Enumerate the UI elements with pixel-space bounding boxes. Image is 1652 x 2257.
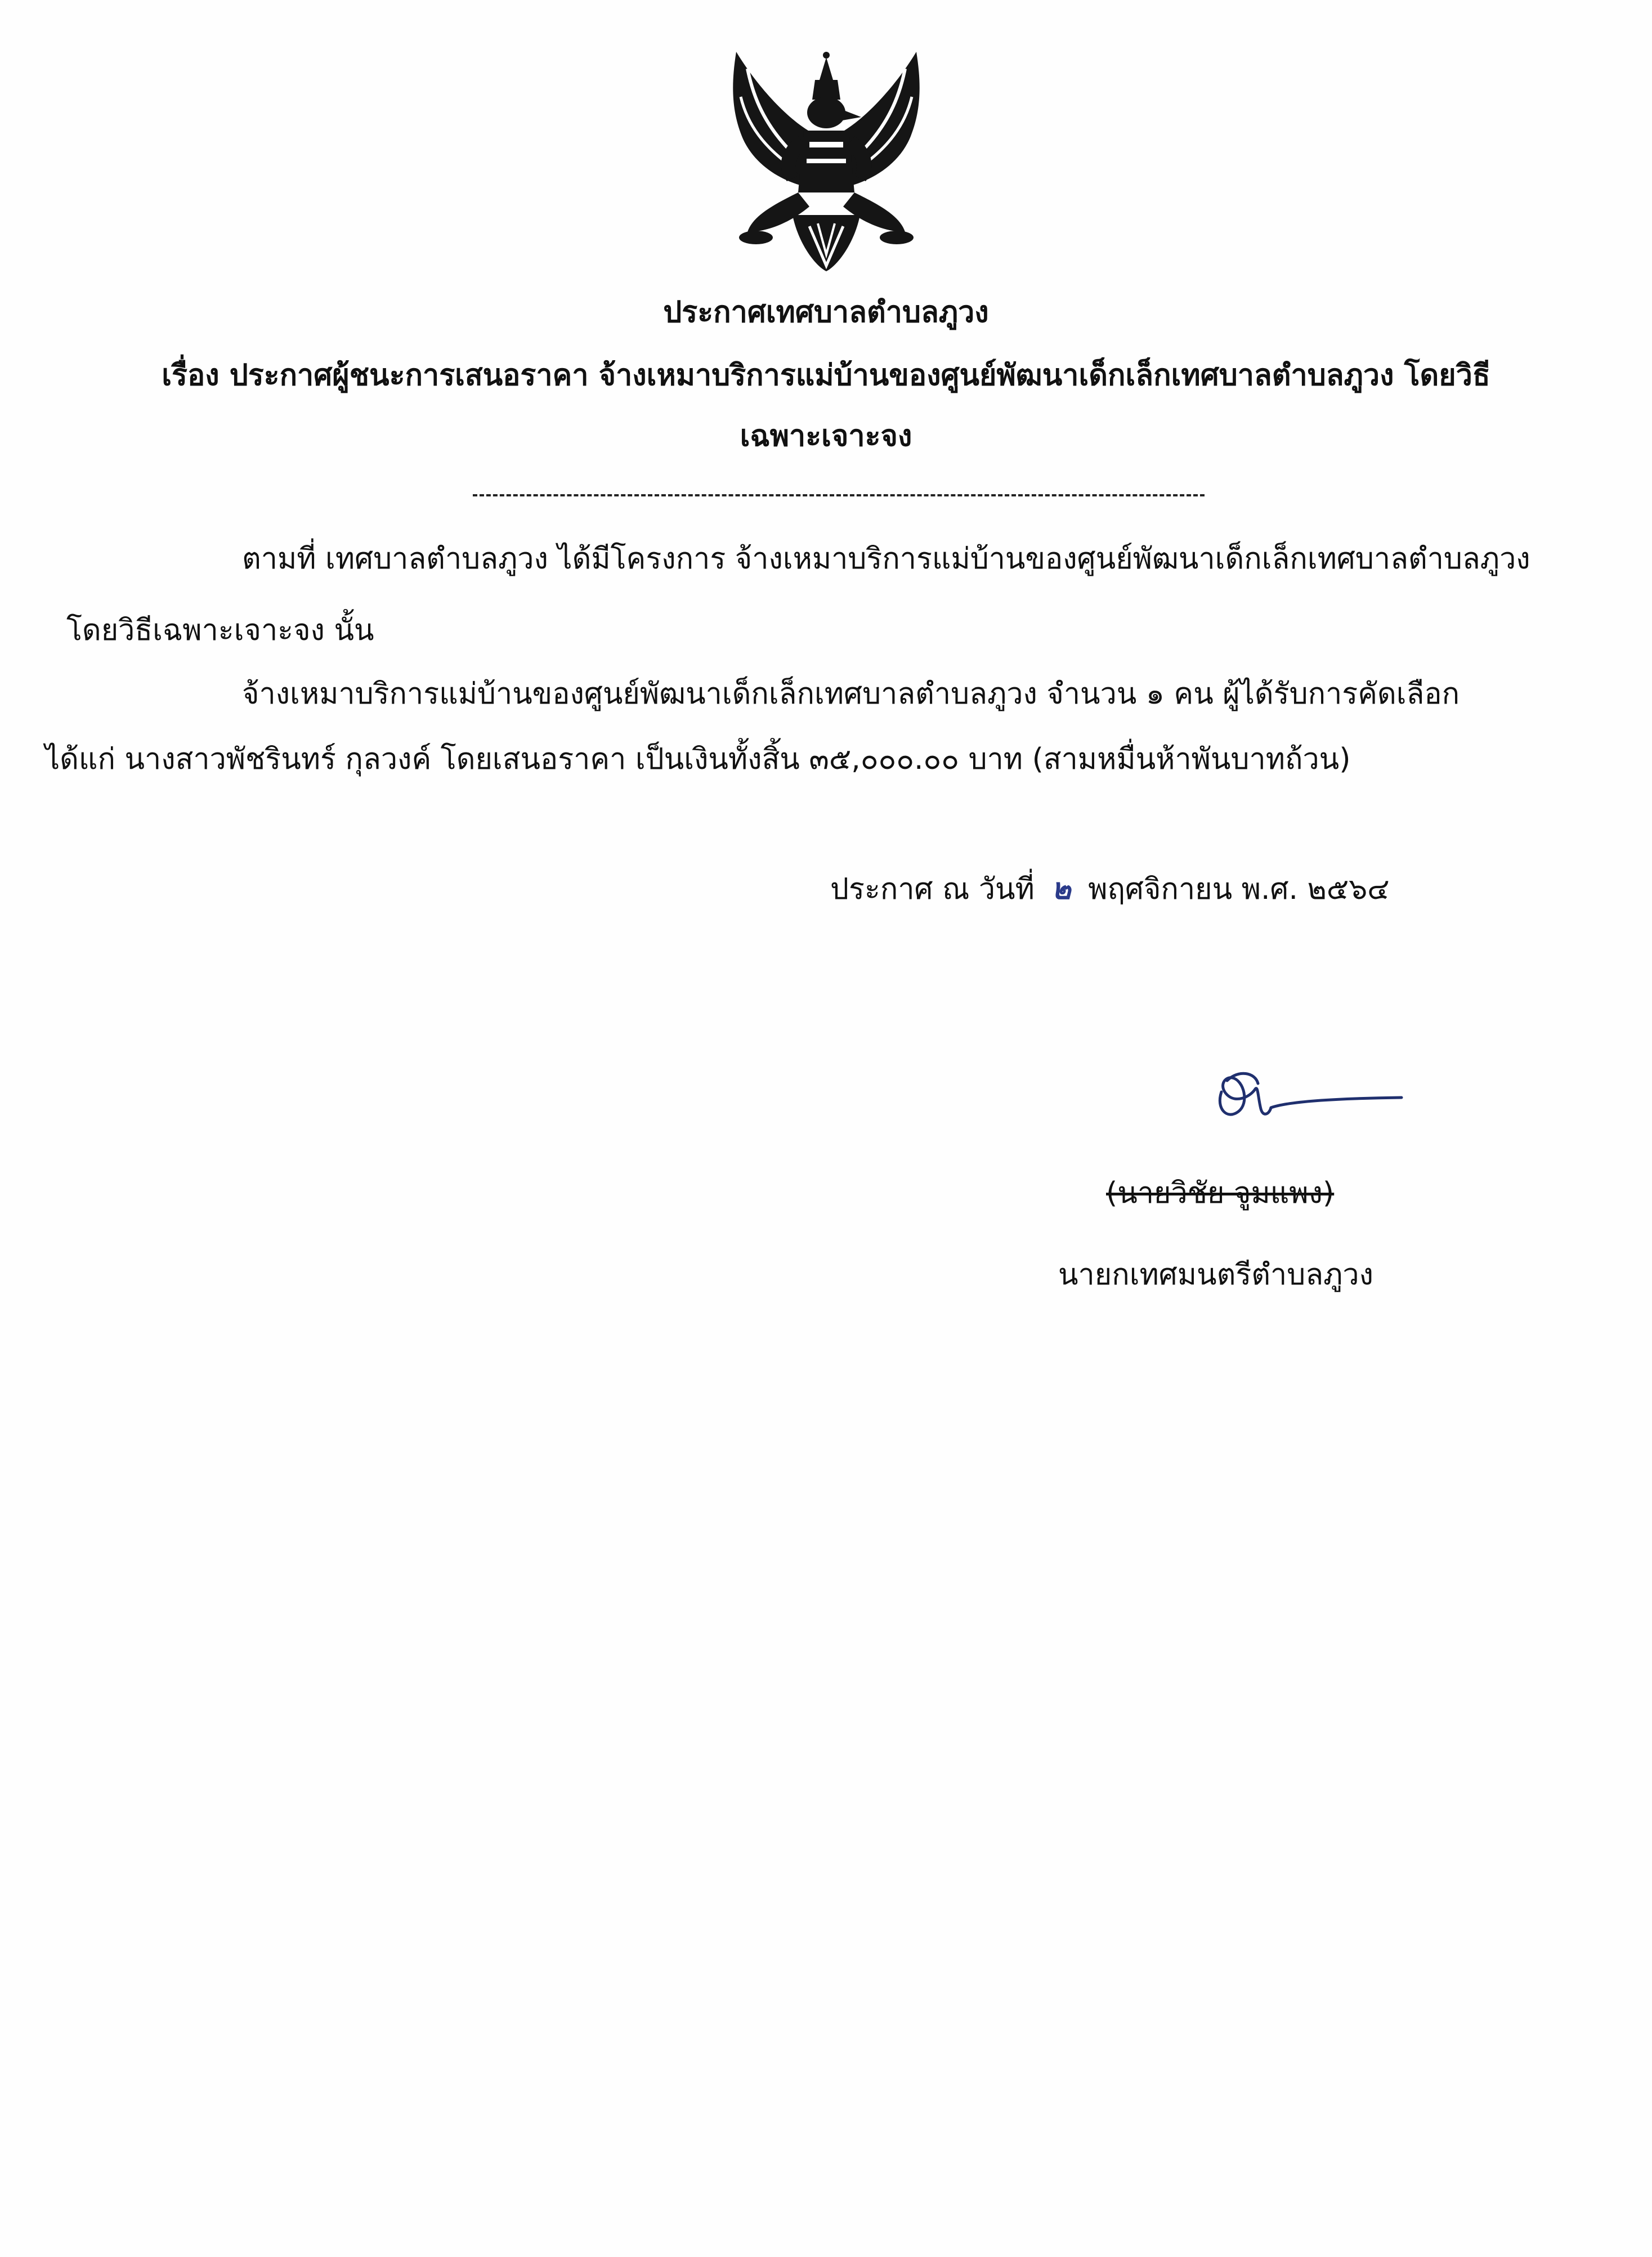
announcement-date: [830, 870, 1390, 909]
document-subject-line-1: เรื่อง ประกาศผู้ชนะการเสนอราคา จ้างเหมาบริการแม่บ้านของศูนย์พัฒนาเด็กเล็กเทศบาลตำบลภูวง โดยวิธี: [162, 359, 1490, 392]
garuda-emblem-icon: [714, 46, 939, 277]
signatory-name: [1106, 1174, 1334, 1213]
paragraph-2-line-1: จ้างเหมาบริการแม่บ้านของศูนย์พัฒนาเด็กเล็กเทศบาลตำบลภูวง จำนวน ๑ คน ผู้ได้รับการคัดเลือก: [242, 677, 1460, 711]
date-prefix: ประกาศ ณ วันที่: [830, 872, 1035, 906]
date-day-handwritten: ๒: [1051, 872, 1071, 906]
paragraph-1-line-2: โดยวิธีเฉพาะเจาะจง นั้น: [66, 613, 374, 647]
date-month-year: พฤศจิกายน พ.ศ. ๒๕๖๔: [1088, 872, 1390, 906]
paragraph-1-line-1: ตามที่ เทศบาลตำบลภูวง ได้มีโครงการ จ้างเหมาบริการแม่บ้านของศูนย์พัฒนาเด็กเล็กเทศบาลตำบลภูวง: [242, 542, 1530, 576]
dashed-divider: [473, 494, 1205, 496]
document-title: ประกาศเทศบาลตำบลภูวง: [663, 295, 989, 329]
signatory-position: นายกเทศมนตรีตำบลภูวง: [1058, 1258, 1373, 1292]
paragraph-2-line-2: ได้แก่ นางสาวพัชรินทร์ กุลวงค์ โดยเสนอราคา เป็นเงินทั้งสิ้น ๓๕,๐๐๐.๐๐ บาท (สามหมื่นห้าพันบาทถ้วน): [45, 742, 1351, 776]
signatory-name-text: (นายวิชัย จูมแพง): [1106, 1176, 1335, 1210]
handwritten-signature-icon: [1205, 1058, 1407, 1137]
document-subject-line-2: เฉพาะเจาะจง: [740, 419, 912, 453]
